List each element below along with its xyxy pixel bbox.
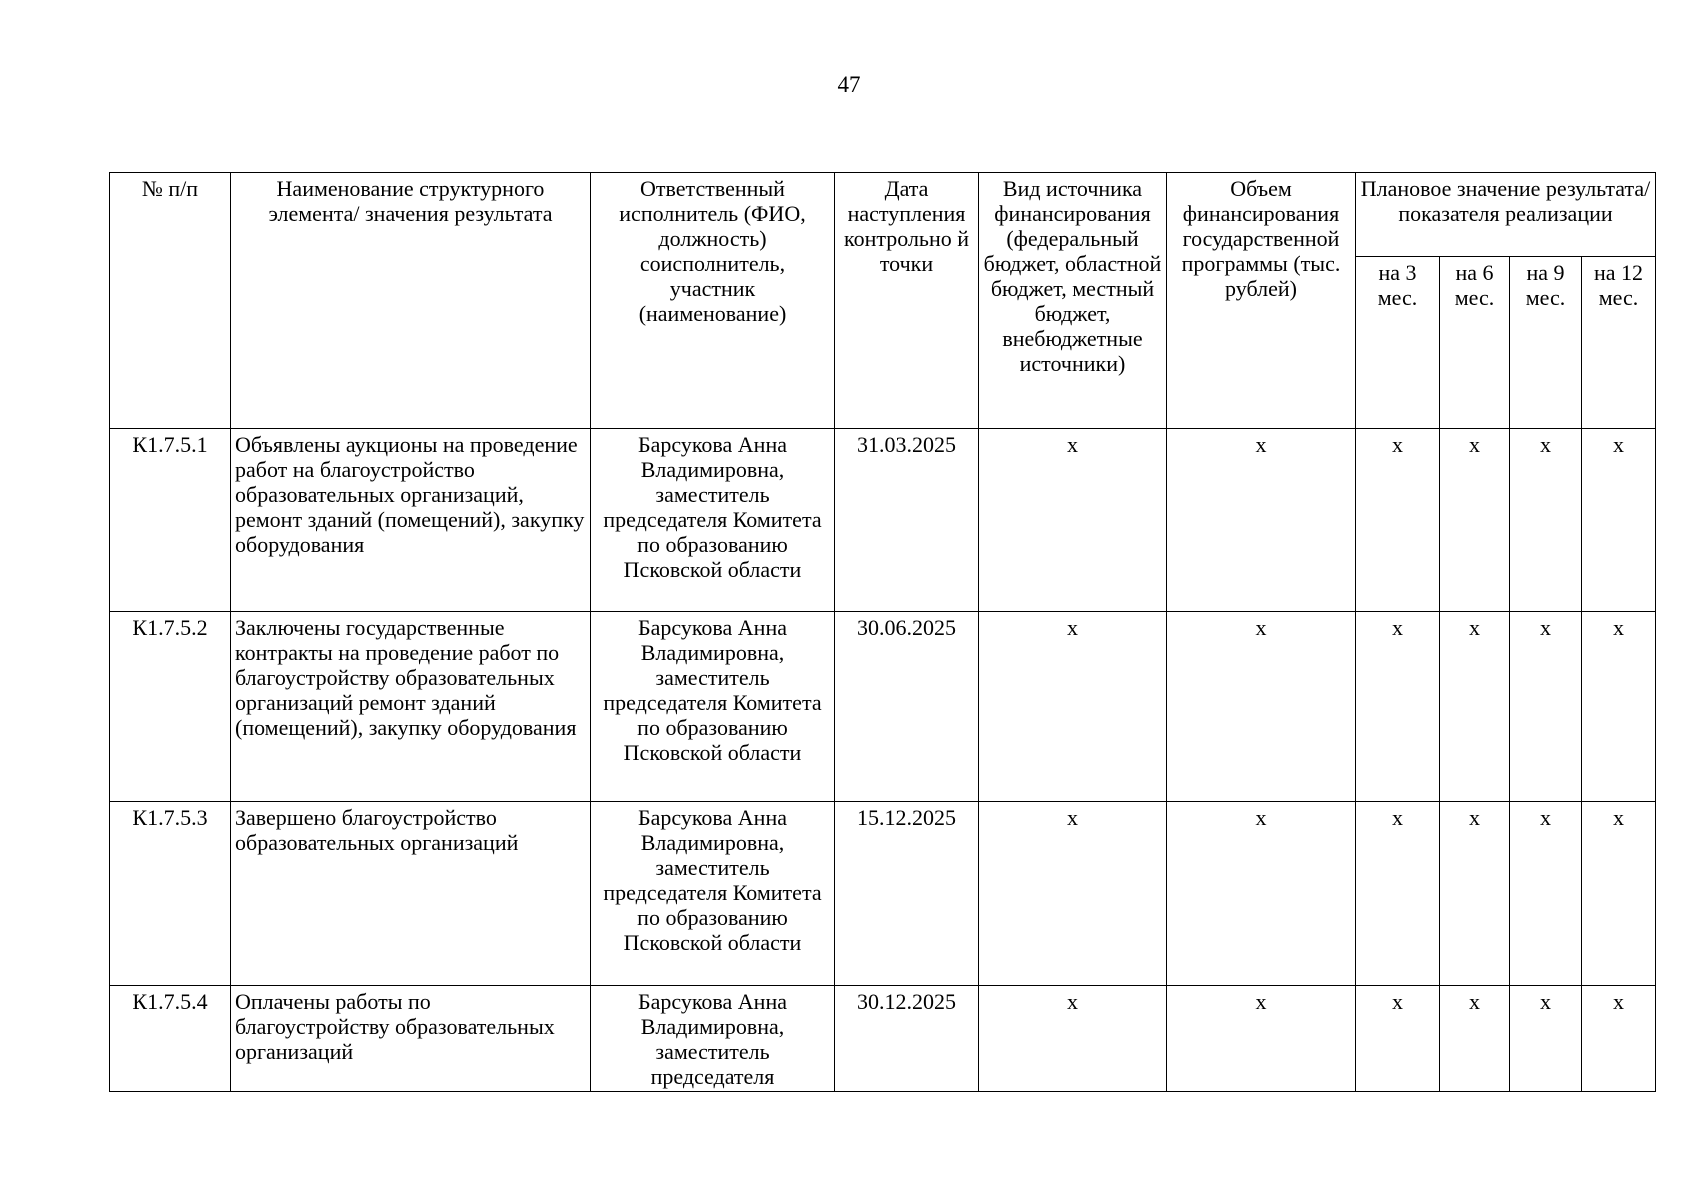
cell-num: К1.7.5.4	[110, 986, 231, 1092]
cell-executor: Барсукова Анна Владимировна, заместитель председателя	[591, 986, 835, 1092]
cell-source: х	[979, 612, 1167, 802]
header-source: Вид источника финансирования (федеральный бюджет, областной бюджет, местный бюджет, внебюджетные источники)	[979, 173, 1167, 429]
cell-date: 31.03.2025	[835, 429, 979, 612]
table-body	[110, 429, 1656, 1092]
cell-num: К1.7.5.3	[110, 802, 231, 986]
page-number: 47	[837, 72, 861, 97]
cell-source: х	[979, 986, 1167, 1092]
header-volume: Объем финансирования государственной программы (тыс. рублей)	[1167, 173, 1356, 429]
cell-12-months: х	[1582, 429, 1656, 612]
header-planned: Плановое значение результата/показателя реализации	[1356, 173, 1656, 257]
cell-6-months: х	[1440, 612, 1510, 802]
cell-source: х	[979, 802, 1167, 986]
cell-executor: Барсукова Анна Владимировна, заместитель председателя Комитета по образованию Псковской области	[591, 802, 835, 986]
header-12-months: на 12 мес.	[1582, 257, 1656, 429]
cell-volume: х	[1167, 802, 1356, 986]
table-row	[110, 986, 1656, 1092]
cell-9-months: х	[1510, 986, 1582, 1092]
cell-6-months: х	[1440, 429, 1510, 612]
table-row	[110, 429, 1656, 612]
cell-date: 15.12.2025	[835, 802, 979, 986]
cell-9-months: х	[1510, 429, 1582, 612]
table-header	[110, 173, 1656, 429]
cell-name: Заключены государственные контракты на проведение работ по благоустройству образовательных организаций ремонт зданий (помещений), закупку оборудования	[231, 612, 591, 802]
header-name: Наименование структурного элемента/ значения результата	[231, 173, 591, 429]
cell-name: Объявлены аукционы на проведение работ на благоустройство образовательных организаций, ремонт зданий (помещений), закупку оборудования	[231, 429, 591, 612]
cell-volume: х	[1167, 986, 1356, 1092]
cell-num: К1.7.5.2	[110, 612, 231, 802]
cell-6-months: х	[1440, 802, 1510, 986]
header-executor: Ответственный исполнитель (ФИО, должность) соисполнитель, участник (наименование)	[591, 173, 835, 429]
table-row	[110, 612, 1656, 802]
header-num: № п/п	[110, 173, 231, 429]
header-3-months: на 3 мес.	[1356, 257, 1440, 429]
cell-executor: Барсукова Анна Владимировна, заместитель председателя Комитета по образованию Псковской области	[591, 429, 835, 612]
cell-9-months: х	[1510, 612, 1582, 802]
cell-name: Завершено благоустройство образовательных организаций	[231, 802, 591, 986]
cell-num: К1.7.5.1	[110, 429, 231, 612]
cell-source: х	[979, 429, 1167, 612]
cell-3-months: х	[1356, 802, 1440, 986]
cell-volume: х	[1167, 612, 1356, 802]
header-6-months: на 6 мес.	[1440, 257, 1510, 429]
cell-name: Оплачены работы по благоустройству образовательных организаций	[231, 986, 591, 1092]
cell-12-months: х	[1582, 802, 1656, 986]
cell-3-months: х	[1356, 612, 1440, 802]
cell-executor: Барсукова Анна Владимировна, заместитель председателя Комитета по образованию Псковской области	[591, 612, 835, 802]
header-row	[110, 173, 1656, 257]
table-row	[110, 802, 1656, 986]
cell-9-months: х	[1510, 802, 1582, 986]
cell-6-months: х	[1440, 986, 1510, 1092]
cell-volume: х	[1167, 429, 1356, 612]
cell-date: 30.12.2025	[835, 986, 979, 1092]
cell-date: 30.06.2025	[835, 612, 979, 802]
header-date: Дата наступления контрольно й точки	[835, 173, 979, 429]
cell-3-months: х	[1356, 986, 1440, 1092]
cell-12-months: х	[1582, 612, 1656, 802]
cell-12-months: х	[1582, 986, 1656, 1092]
control-points-table	[109, 172, 1656, 1092]
cell-3-months: х	[1356, 429, 1440, 612]
header-9-months: на 9 мес.	[1510, 257, 1582, 429]
